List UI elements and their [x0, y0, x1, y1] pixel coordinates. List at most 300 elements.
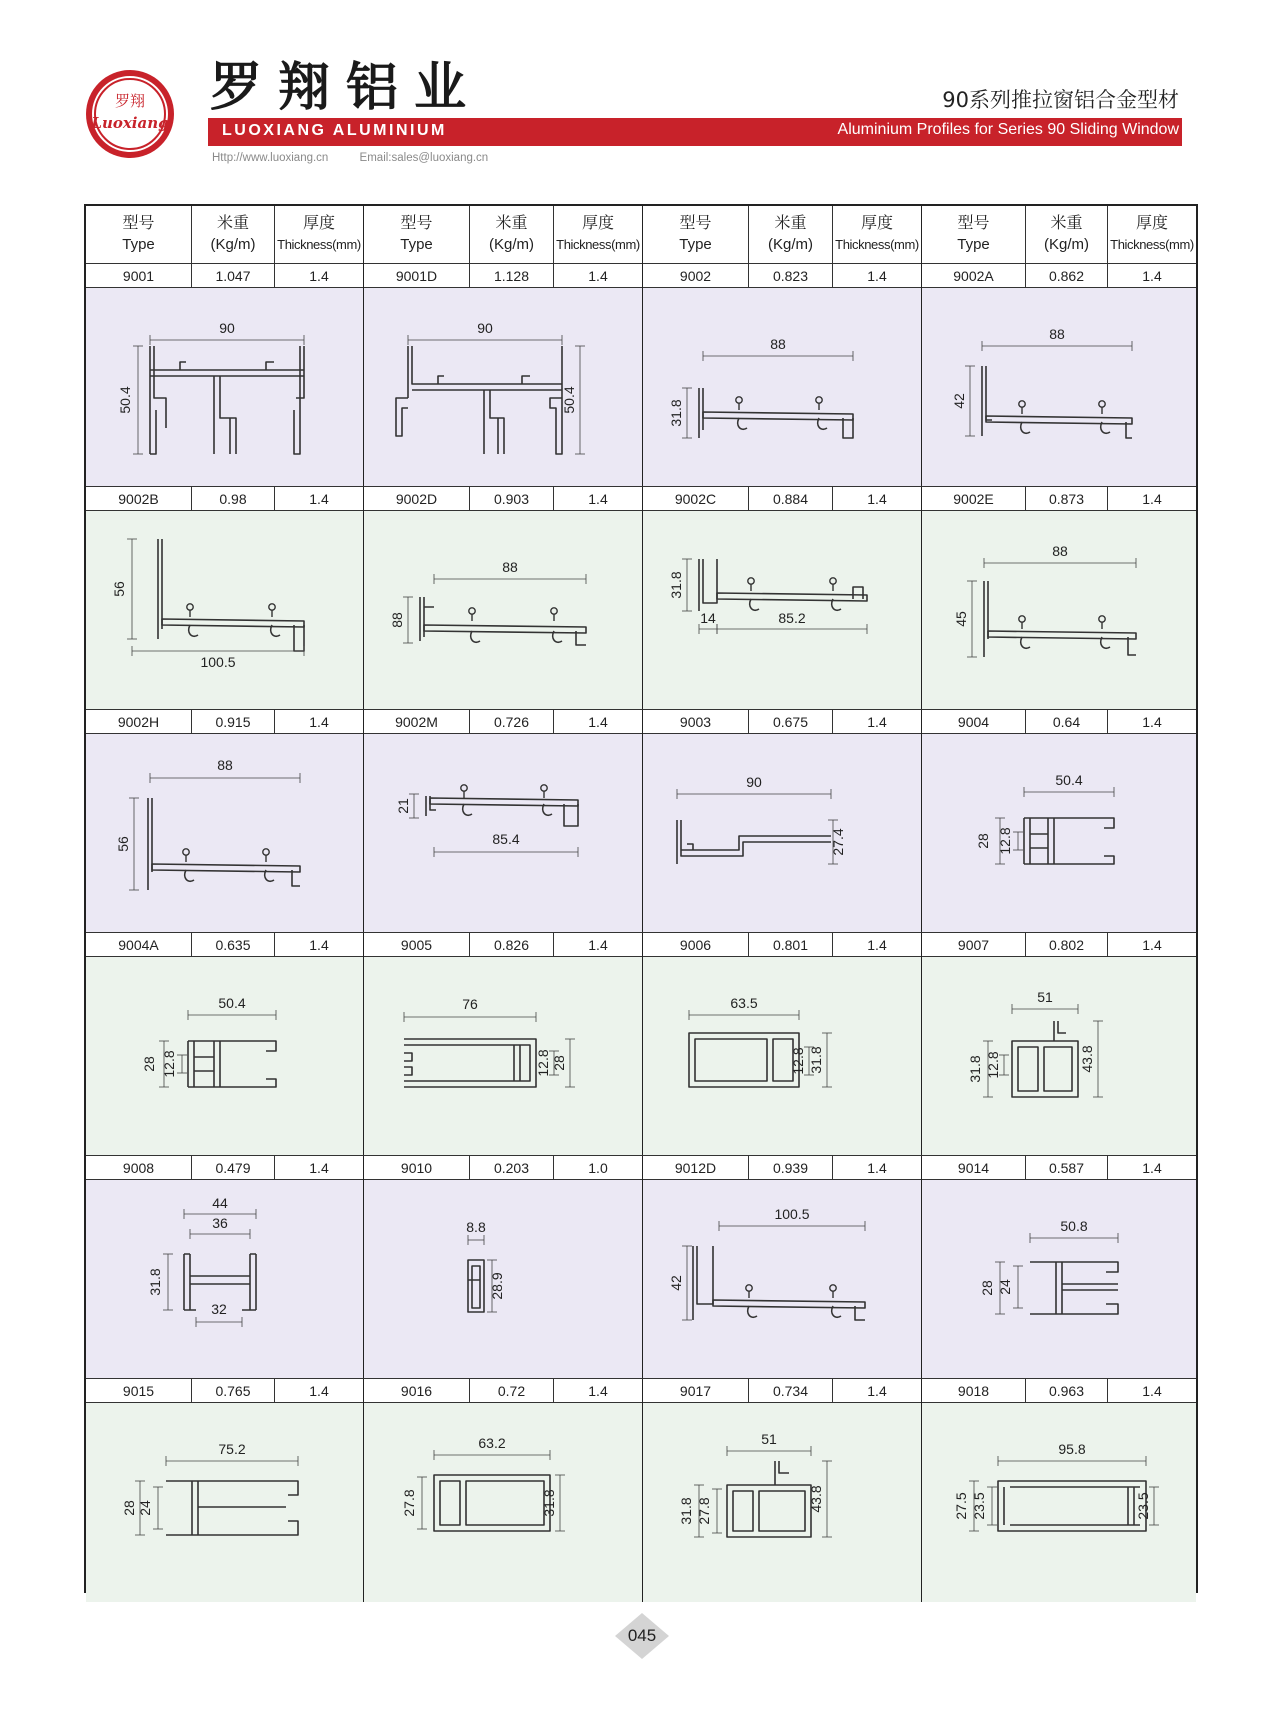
profile-svg	[922, 734, 1196, 932]
profile-drawing-9006	[643, 957, 922, 1155]
profile-drawing-9005	[364, 957, 643, 1155]
profile-svg	[364, 288, 643, 486]
profile-outline	[988, 631, 1136, 639]
header-cell-thickness	[1108, 206, 1196, 264]
dimension-label: 88	[1049, 326, 1065, 342]
cell-weight: 0.939	[749, 1156, 833, 1180]
dimension-label: 50.4	[117, 386, 133, 414]
cell-thickness: 1.4	[833, 264, 922, 288]
profile-svg	[643, 288, 922, 486]
dimension-label: 12.8	[997, 827, 1013, 855]
profile-svg	[86, 1403, 364, 1601]
profile-svg	[643, 1180, 922, 1378]
cell-type: 9002C	[643, 487, 749, 511]
profile-outline	[713, 1300, 865, 1308]
profile-svg	[364, 511, 643, 709]
profile-drawing-9017	[643, 1403, 922, 1602]
dimension-label: 31.8	[147, 1268, 163, 1296]
table-row	[86, 1379, 1196, 1403]
dimension-label: 28	[975, 833, 991, 849]
cell-weight: 0.801	[749, 933, 833, 957]
profile-outline	[148, 798, 152, 890]
header-label-en: Thickness(mm)	[1110, 237, 1194, 252]
cell-type: 9005	[364, 933, 470, 957]
header-label-cn: 厚度	[302, 213, 335, 232]
dimension-label: 36	[212, 1215, 228, 1231]
profile-drawing-9010	[364, 1180, 643, 1378]
profile-svg	[86, 288, 364, 486]
dimension-label: 43.8	[1079, 1045, 1095, 1073]
header-label-cn: 米重	[495, 213, 528, 232]
cell-weight: 0.862	[1026, 264, 1108, 288]
dimension-label: 8.8	[466, 1219, 486, 1235]
profile-bead	[269, 604, 275, 610]
cell-type: 9004A	[86, 933, 192, 957]
cell-weight: 0.734	[749, 1379, 833, 1403]
cell-thickness: 1.4	[1142, 1383, 1162, 1399]
profile-outline	[1030, 1262, 1118, 1314]
dimension-label: 31.8	[668, 399, 684, 427]
cell-weight: 0.726	[470, 710, 554, 734]
cell-thickness: 1.4	[833, 1156, 922, 1180]
cell-weight: 0.479	[192, 1156, 275, 1180]
cell-weight: 0.884	[749, 487, 833, 511]
header-cell-type	[364, 206, 470, 264]
cell-thickness: 1.4	[1142, 937, 1162, 953]
profile-drawing-9004	[922, 734, 1196, 932]
profile-bead	[736, 397, 742, 403]
dimension-label: 100.5	[774, 1206, 810, 1222]
dimension-label: 32	[211, 1301, 227, 1317]
cell-type: 9006	[643, 933, 749, 957]
profile-outline	[1024, 818, 1114, 864]
profile-bead	[263, 849, 269, 855]
dimension-label: 50.4	[1055, 772, 1083, 788]
cell-weight: 0.64	[1026, 710, 1108, 734]
profile-outline	[693, 1246, 713, 1320]
profile-outline	[162, 619, 304, 627]
cell-thickness: 1.4	[1142, 1160, 1162, 1176]
profile-outline	[984, 581, 988, 657]
profile-drawing-9001	[86, 288, 364, 486]
profile-bead	[746, 1285, 752, 1291]
profile-svg	[86, 1180, 364, 1378]
profile-outline	[717, 593, 867, 601]
dimension-label: 21	[395, 798, 411, 814]
dimension-label: 85.4	[492, 831, 520, 847]
dimension-label: 51	[1037, 989, 1053, 1005]
profile-svg	[364, 1403, 643, 1601]
dimension-label: 27.8	[401, 1489, 417, 1517]
header-label-cn: 型号	[122, 213, 155, 232]
profile-drawing-9002B	[86, 511, 364, 709]
brand-name-cn: 罗翔铝业	[210, 58, 483, 118]
cell-weight: 0.963	[1026, 1379, 1108, 1403]
cell-thickness: 1.4	[275, 710, 364, 734]
dimension-label: 95.8	[1058, 1441, 1086, 1457]
dimension-label: 28	[141, 1056, 157, 1072]
header-cell-weight	[1026, 206, 1108, 264]
profile-drawing-9007	[922, 957, 1196, 1155]
dimension-label: 31.8	[678, 1497, 694, 1525]
cell-thickness: 1.4	[1142, 491, 1162, 507]
cell-thickness: 1.4	[554, 487, 643, 511]
header-cell-thickness	[833, 206, 922, 264]
cell-thickness: 1.4	[833, 710, 922, 734]
cell-type: 9002D	[364, 487, 470, 511]
dimension-label: 76	[462, 996, 478, 1012]
table-row	[86, 1156, 1196, 1180]
cell-weight: 0.675	[749, 710, 833, 734]
profile-outline	[986, 416, 1132, 424]
cell-weight: 0.802	[1026, 933, 1108, 957]
profile-bead	[1099, 401, 1105, 407]
profile-outline	[738, 418, 853, 438]
profile-drawing-9008	[86, 1180, 364, 1378]
profile-svg	[922, 957, 1196, 1155]
dimension-label: 56	[115, 836, 131, 852]
profile-outline	[420, 597, 434, 641]
profile-bead	[1019, 616, 1025, 622]
dimension-label: 28	[551, 1055, 567, 1071]
cell-type: 9002A	[922, 264, 1026, 288]
cell-type: 9002H	[86, 710, 192, 734]
dimension-label: 75.2	[218, 1441, 246, 1457]
header-label-en: Thickness(mm)	[277, 237, 361, 252]
profile-drawing-9012D	[643, 1180, 922, 1378]
cell-type: 9016	[364, 1379, 470, 1403]
header-cell-type	[86, 206, 192, 264]
profile-outline	[426, 796, 436, 816]
dimension-label: 28	[121, 1500, 137, 1516]
profile-outline	[150, 346, 166, 454]
cell-thickness: 1.4	[275, 1379, 364, 1403]
header-label-cn: 厚度	[1135, 213, 1168, 232]
header-label-en: (Kg/m)	[489, 236, 534, 253]
header-cell-thickness	[554, 206, 643, 264]
profile-svg	[922, 288, 1196, 486]
dimension-label: 14	[700, 610, 716, 626]
cell-type: 9002M	[364, 710, 470, 734]
cell-thickness: 1.4	[275, 1156, 364, 1180]
profile-svg	[86, 511, 364, 709]
header-label-cn: 厚度	[581, 213, 614, 232]
cell-thickness: 1.0	[554, 1156, 643, 1180]
header-label-en: Type	[122, 236, 155, 253]
cell-type: 9007	[922, 933, 1026, 957]
dimension-label: 88	[502, 559, 518, 575]
profile-outline	[727, 1461, 811, 1537]
profile-outline	[188, 1041, 276, 1087]
header-cell-type	[922, 206, 1026, 264]
profile-bead	[748, 578, 754, 584]
profile-outline	[750, 587, 863, 610]
profile-outline	[468, 1260, 484, 1312]
cell-weight: 0.903	[470, 487, 554, 511]
cell-thickness: 1.4	[275, 264, 364, 288]
dimension-label: 88	[217, 757, 233, 773]
dimension-label: 12.8	[790, 1047, 806, 1075]
profile-drawing-9001D	[364, 288, 643, 486]
profile-drawing-9014	[922, 1180, 1196, 1378]
dimension-label: 27.5	[953, 1492, 969, 1520]
dimension-label: 27.8	[696, 1497, 712, 1525]
profile-outline	[166, 1481, 298, 1535]
profile-outline	[689, 1033, 799, 1087]
profile-drawing-9018	[922, 1403, 1196, 1602]
cell-thickness: 1.4	[554, 1379, 643, 1403]
dimension-label: 12.8	[161, 1050, 177, 1078]
profile-outline	[998, 1481, 1146, 1531]
cell-weight: 0.823	[749, 264, 833, 288]
profile-drawing-9002E	[922, 511, 1196, 709]
profile-svg	[86, 734, 364, 932]
header-cell-type	[643, 206, 749, 264]
cell-thickness: 1.4	[275, 933, 364, 957]
profile-outline	[189, 625, 304, 651]
dimension-label: 45	[953, 611, 969, 627]
profile-outline	[1024, 818, 1054, 864]
header-label-en: (Kg/m)	[210, 236, 256, 253]
header-cell-thickness	[275, 206, 364, 264]
cell-type: 9010	[364, 1156, 470, 1180]
series-title-en: Aluminium Profiles for Series 90 Sliding Window	[837, 121, 1179, 138]
profile-svg	[643, 734, 922, 932]
dimension-label: 90	[477, 320, 493, 336]
dimension-label: 24	[997, 1279, 1013, 1295]
page-number: 045	[627, 1626, 657, 1645]
website-link[interactable]: Http://www.luoxiang.cn	[212, 152, 329, 164]
cell-type: 9018	[922, 1379, 1026, 1403]
profile-outline	[180, 362, 274, 370]
table-header	[86, 206, 1196, 264]
cell-weight: 0.826	[470, 933, 554, 957]
cell-thickness: 1.4	[1142, 714, 1162, 730]
cell-weight: 0.765	[192, 1379, 275, 1403]
header-label-en: Type	[679, 236, 712, 253]
cell-thickness: 1.4	[833, 487, 922, 511]
dimension-label: 28.9	[489, 1272, 505, 1300]
dimension-label: 88	[770, 336, 786, 352]
profile-svg	[643, 1403, 922, 1601]
cell-weight: 1.047	[192, 264, 275, 288]
profile-svg	[86, 957, 364, 1155]
dimension-label: 12.8	[535, 1049, 551, 1077]
cell-type: 9008	[86, 1156, 192, 1180]
dimension-label: 23.5	[1135, 1492, 1151, 1520]
profile-bead	[187, 604, 193, 610]
profile-drawing-9003	[643, 734, 922, 932]
cell-thickness: 1.4	[833, 1379, 922, 1403]
cell-thickness: 1.4	[275, 487, 364, 511]
dimension-label: 42	[951, 393, 967, 409]
profile-drawing-9015	[86, 1403, 364, 1602]
cell-type: 9002E	[922, 487, 1026, 511]
dimension-label: 56	[111, 581, 127, 597]
cell-weight: 0.203	[470, 1156, 554, 1180]
cell-weight: 0.873	[1026, 487, 1108, 511]
dimension-label: 23.5	[971, 1492, 987, 1520]
profile-bead	[830, 578, 836, 584]
cell-thickness: 1.4	[1142, 268, 1162, 284]
profile-bead	[469, 608, 475, 614]
dimension-label: 88	[389, 612, 405, 628]
cell-thickness: 1.4	[554, 264, 643, 288]
cell-type: 9015	[86, 1379, 192, 1403]
header-label-cn: 米重	[1050, 213, 1083, 232]
header-label-cn: 厚度	[860, 213, 893, 232]
profile-drawing-9002C	[643, 511, 922, 709]
profile-svg	[643, 511, 922, 709]
table-row	[86, 710, 1196, 734]
header-cell-weight	[192, 206, 275, 264]
profile-outline	[424, 625, 586, 633]
profile-drawing-9002M	[364, 734, 643, 932]
table-row	[86, 487, 1196, 511]
cell-type: 9001	[86, 264, 192, 288]
profile-svg	[922, 511, 1196, 709]
header-label-cn: 型号	[957, 213, 990, 232]
profile-outline	[982, 366, 992, 436]
cell-weight: 0.98	[192, 487, 275, 511]
cell-weight: 0.635	[192, 933, 275, 957]
profile-outline	[188, 1041, 220, 1087]
dimension-label: 31.8	[541, 1489, 557, 1517]
dimension-label: 85.2	[778, 610, 806, 626]
profile-outline	[404, 1039, 536, 1087]
profile-svg	[922, 1403, 1196, 1601]
profile-bead	[830, 1285, 836, 1291]
profile-bead	[816, 397, 822, 403]
profile-svg	[364, 957, 643, 1155]
dimension-label: 31.8	[808, 1046, 824, 1074]
cell-weight: 0.72	[470, 1379, 554, 1403]
logo-text-en: Luoxiang	[91, 114, 169, 132]
dimension-label: 90	[219, 320, 235, 336]
profile-svg	[364, 734, 643, 932]
brand-name-en: LUOXIANG ALUMINIUM	[222, 122, 447, 139]
cell-type: 9004	[922, 710, 1026, 734]
profile-outline	[430, 798, 578, 806]
dimension-label: 50.8	[1060, 1218, 1088, 1234]
profile-drawing-9002A	[922, 288, 1196, 486]
header-label-en: Thickness(mm)	[835, 237, 919, 252]
header-cell-weight	[749, 206, 833, 264]
profile-drawing-9004A	[86, 957, 364, 1155]
dimension-label: 44	[212, 1195, 228, 1211]
header-label-en: (Kg/m)	[1044, 236, 1089, 253]
header-label-cn: 米重	[774, 213, 807, 232]
dimension-label: 50.4	[561, 386, 577, 414]
profile-outline	[412, 346, 562, 454]
dimension-label: 63.5	[730, 995, 758, 1011]
cell-type: 9002B	[86, 487, 192, 511]
cell-thickness: 1.4	[833, 933, 922, 957]
dimension-label: 42	[668, 1275, 684, 1291]
header-label-cn: 米重	[216, 213, 249, 232]
cell-type: 9012D	[643, 1156, 749, 1180]
dimension-label: 50.4	[218, 995, 246, 1011]
profile-outline	[484, 390, 504, 454]
cell-weight: 0.587	[1026, 1156, 1108, 1180]
profile-bead	[461, 785, 467, 791]
dimension-label: 31.8	[967, 1055, 983, 1083]
profile-svg	[364, 1180, 643, 1378]
cell-thickness: 1.4	[554, 933, 643, 957]
profile-outline	[463, 804, 578, 826]
header-label-cn: 型号	[679, 213, 712, 232]
profile-table	[84, 204, 1198, 1593]
contact-line	[212, 152, 516, 164]
cell-type: 9002	[643, 264, 749, 288]
email-link[interactable]: Email:sales@luoxiang.cn	[359, 152, 489, 164]
dimension-label: 24	[137, 1500, 153, 1516]
profile-outline	[152, 864, 300, 872]
profile-bead	[1019, 401, 1025, 407]
profile-outline	[294, 346, 304, 454]
dimension-label: 63.2	[478, 1435, 506, 1451]
cell-type: 9001D	[364, 264, 470, 288]
dimension-label: 100.5	[200, 654, 236, 670]
dimension-label: 31.8	[668, 571, 684, 599]
profile-drawing-9002	[643, 288, 922, 486]
dimension-label: 88	[1052, 543, 1068, 559]
series-title-cn: 90系列推拉窗铝合金型材	[942, 88, 1179, 112]
profile-outline	[438, 376, 530, 384]
profile-drawing-9002H	[86, 734, 364, 932]
profile-outline	[1021, 637, 1136, 655]
cell-weight: 1.128	[470, 264, 554, 288]
profile-drawing-9002D	[364, 511, 643, 709]
table-row	[86, 264, 1196, 288]
header-label-cn: 型号	[400, 213, 433, 232]
profile-outline	[1012, 1021, 1078, 1097]
profile-outline	[677, 820, 831, 864]
logo-text-cn: 罗翔	[114, 92, 146, 110]
profile-outline	[214, 376, 236, 454]
luoxiang-logo-icon	[84, 68, 176, 160]
header-cell-weight	[470, 206, 554, 264]
profile-outline	[703, 412, 853, 420]
dimension-label: 27.4	[830, 828, 846, 856]
cell-weight: 0.915	[192, 710, 275, 734]
dimension-label: 51	[761, 1431, 777, 1447]
header-label-en: (Kg/m)	[768, 236, 813, 253]
header-label-en: Thickness(mm)	[556, 237, 640, 252]
header-label-en: Type	[957, 236, 990, 253]
dimension-label: 90	[746, 774, 762, 790]
cell-type: 9017	[643, 1379, 749, 1403]
dimension-label: 12.8	[985, 1051, 1001, 1079]
profile-outline	[699, 559, 717, 611]
profile-bead	[183, 849, 189, 855]
cell-thickness: 1.4	[554, 710, 643, 734]
profile-outline	[150, 370, 304, 376]
profile-svg	[922, 1180, 1196, 1378]
cell-type: 9014	[922, 1156, 1026, 1180]
profile-drawing-9016	[364, 1403, 643, 1602]
cell-type: 9003	[643, 710, 749, 734]
profile-bead	[541, 785, 547, 791]
table-row	[86, 933, 1196, 957]
profile-svg	[643, 957, 922, 1155]
dimension-label: 43.8	[808, 1485, 824, 1513]
profile-outline	[434, 1475, 550, 1531]
header-label-en: Type	[400, 236, 433, 253]
profile-outline	[396, 346, 562, 436]
profile-bead	[551, 608, 557, 614]
dimension-label: 28	[979, 1280, 995, 1296]
